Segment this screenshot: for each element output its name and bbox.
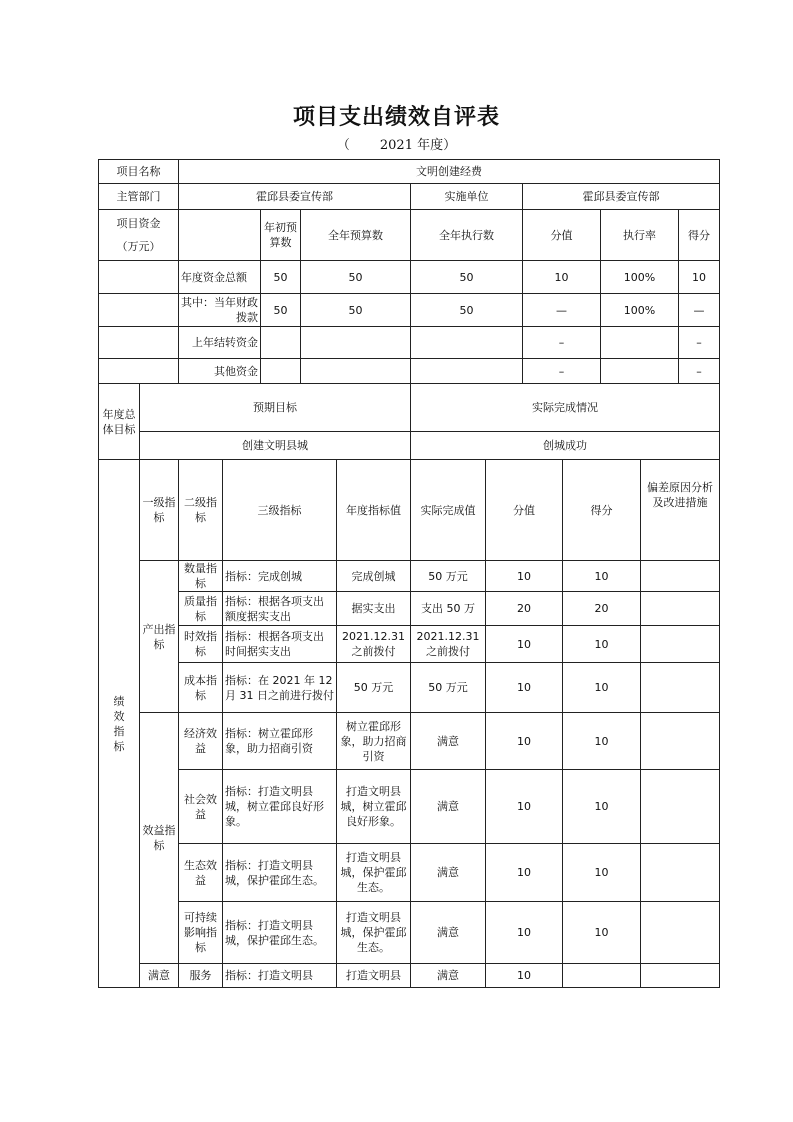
indicator-note [641,770,720,844]
indicators-table [98,459,720,988]
indicator-actual: 满意 [411,902,486,964]
blank [99,359,179,384]
fund-initial: 50 [261,261,301,294]
fund-name: 上年结转资金 [179,327,261,359]
fund-score-value: — [523,294,601,327]
indicator-l3: 指标：打造文明县 [223,964,337,988]
indicator-target: 打造文明县城，树立霍邱良好形象。 [337,770,411,844]
fund-score: — [679,294,720,327]
year-subtitle [0,134,793,153]
funds-label [99,210,179,261]
fund-score-value: – [523,327,601,359]
header-executed: 全年执行数 [411,210,523,261]
indicator-l3: 指标：完成创城 [223,561,337,592]
indicator-target: 树立霍邱形象，助力招商引资 [337,713,411,770]
header-target: 年度指标值 [337,460,411,561]
header-rate: 执行率 [601,210,679,261]
header-value: 分值 [486,460,563,561]
fund-executed [411,327,523,359]
indicator-target: 打造文明县城，保护霍邱生态。 [337,844,411,902]
indicator-actual: 50 万元 [411,561,486,592]
expected-goal: 创建文明县城 [140,432,411,460]
fund-executed: 50 [411,261,523,294]
indicator-score: 10 [563,844,641,902]
fund-row [99,359,720,384]
indicator-l2: 时效指标 [179,626,223,663]
fund-executed: 50 [411,294,523,327]
name-value: 文明创建经费 [179,160,720,184]
indicator-row [99,561,720,592]
indicator-l3: 指标：打造文明县城，树立霍邱良好形象。 [223,770,337,844]
header-l3: 三级指标 [223,460,337,561]
indicator-target: 2021.12.31 之前拨付 [337,626,411,663]
indicator-row [99,713,720,770]
indicator-target: 打造文明县城，保护霍邱生态。 [337,902,411,964]
indicator-row [99,592,720,626]
indicator-score: 10 [563,770,641,844]
fund-annual: 50 [301,294,411,327]
fund-rate [601,359,679,384]
funds-table [98,159,720,384]
indicator-l3: 指标：树立霍邱形象，助力招商引资 [223,713,337,770]
unit-value: 霍邱县委宣传部 [523,184,720,210]
indicator-l2: 服务 [179,964,223,988]
indicator-note [641,844,720,902]
dept-value: 霍邱县委宣传部 [179,184,411,210]
header-l1: 一级指标 [140,460,179,561]
indicator-value: 10 [486,663,563,713]
indicator-target: 打造文明县 [337,964,411,988]
blank [99,294,179,327]
indicator-note [641,592,720,626]
indicator-actual: 支出 50 万 [411,592,486,626]
indicator-value: 10 [486,561,563,592]
indicator-l3: 指标：在 2021 年 12 月 31 日之前进行拨付 [223,663,337,713]
subtitle-open: （ [336,138,350,153]
goals-table [98,383,720,460]
actual-goal: 创城成功 [411,432,720,460]
indicator-actual: 满意 [411,770,486,844]
name-label: 项目名称 [99,160,179,184]
blank [99,261,179,294]
indicator-note [641,964,720,988]
funds-label-1: 项目资金 [116,217,161,230]
fund-score-value: 10 [523,261,601,294]
subtitle-year: 2021 年度） [379,138,457,153]
indicator-value: 10 [486,626,563,663]
fund-rate [601,327,679,359]
indicator-l2: 数量指标 [179,561,223,592]
fund-initial [261,359,301,384]
header-annual: 全年预算数 [301,210,411,261]
indicator-note [641,663,720,713]
fund-initial: 50 [261,294,301,327]
indicator-value: 10 [486,844,563,902]
indicator-score: 10 [563,713,641,770]
fund-annual: 50 [301,261,411,294]
indicator-actual: 满意 [411,844,486,902]
indicator-value: 10 [486,902,563,964]
indicator-note [641,626,720,663]
fund-initial [261,327,301,359]
page-title: 项目支出绩效自评表 [292,104,500,130]
l1-satisfaction-label: 满意 [140,964,179,988]
indicator-row [99,626,720,663]
funds-label-2: （万元） [116,240,161,253]
indicator-value: 10 [486,713,563,770]
indicator-row [99,844,720,902]
indicator-target: 完成创城 [337,561,411,592]
indicator-target: 50 万元 [337,663,411,713]
header-score: 得分 [679,210,720,261]
fund-score: 10 [679,261,720,294]
indicator-l2: 生态效益 [179,844,223,902]
fund-row [99,327,720,359]
fund-annual [301,359,411,384]
indicator-score: 10 [563,902,641,964]
indicator-l3: 指标：根据各项支出时间据实支出 [223,626,337,663]
blank [99,327,179,359]
fund-score: – [679,327,720,359]
indicator-note [641,713,720,770]
expected-header: 预期目标 [140,384,411,432]
dept-label: 主管部门 [99,184,179,210]
indicator-row [99,964,720,988]
indicator-value: 10 [486,770,563,844]
fund-score-value: – [523,359,601,384]
l1-benefit-label: 效益指标 [140,713,179,964]
indicator-l2: 经济效益 [179,713,223,770]
fund-row [99,261,720,294]
header-score: 得分 [563,460,641,561]
indicator-note [641,902,720,964]
indicator-actual: 满意 [411,713,486,770]
indicator-row [99,663,720,713]
indicator-l3: 指标：打造文明县城，保护霍邱生态。 [223,902,337,964]
indicator-l2: 成本指标 [179,663,223,713]
fund-name: 其中：当年财政拨款 [179,294,261,327]
indicator-score: 20 [563,592,641,626]
indicator-actual: 50 万元 [411,663,486,713]
indicator-target: 据实支出 [337,592,411,626]
fund-annual [301,327,411,359]
indicator-score: 10 [563,663,641,713]
l1-output-label: 产出指标 [140,561,179,713]
header-actual: 实际完成值 [411,460,486,561]
fund-executed [411,359,523,384]
indicator-l2: 可持续影响指标 [179,902,223,964]
fund-name: 其他资金 [179,359,261,384]
indicator-note [641,561,720,592]
fund-rate: 100% [601,294,679,327]
indicator-score [563,964,641,988]
indicator-actual: 2021.12.31 之前拨付 [411,626,486,663]
indicator-value: 10 [486,964,563,988]
indicator-value: 20 [486,592,563,626]
indicator-l3: 指标：根据各项支出额度据实支出 [223,592,337,626]
fund-name: 年度资金总额 [179,261,261,294]
header-note: 偏差原因分析及改进措施 [641,460,720,561]
indicator-score: 10 [563,561,641,592]
indicator-score: 10 [563,626,641,663]
indicators-section-label: 绩效指标 [99,460,140,988]
indicator-row [99,902,720,964]
header-l2: 二级指标 [179,460,223,561]
unit-label: 实施单位 [411,184,523,210]
actual-header: 实际完成情况 [411,384,720,432]
fund-rate: 100% [601,261,679,294]
indicator-l2: 质量指标 [179,592,223,626]
header-score-value: 分值 [523,210,601,261]
indicator-l3: 指标：打造文明县城，保护霍邱生态。 [223,844,337,902]
goals-label: 年度总体目标 [99,384,140,460]
fund-score: – [679,359,720,384]
header-initial: 年初预算数 [261,210,301,261]
blank [179,210,261,261]
indicator-l2: 社会效益 [179,770,223,844]
fund-row [99,294,720,327]
indicator-actual: 满意 [411,964,486,988]
indicator-row [99,770,720,844]
